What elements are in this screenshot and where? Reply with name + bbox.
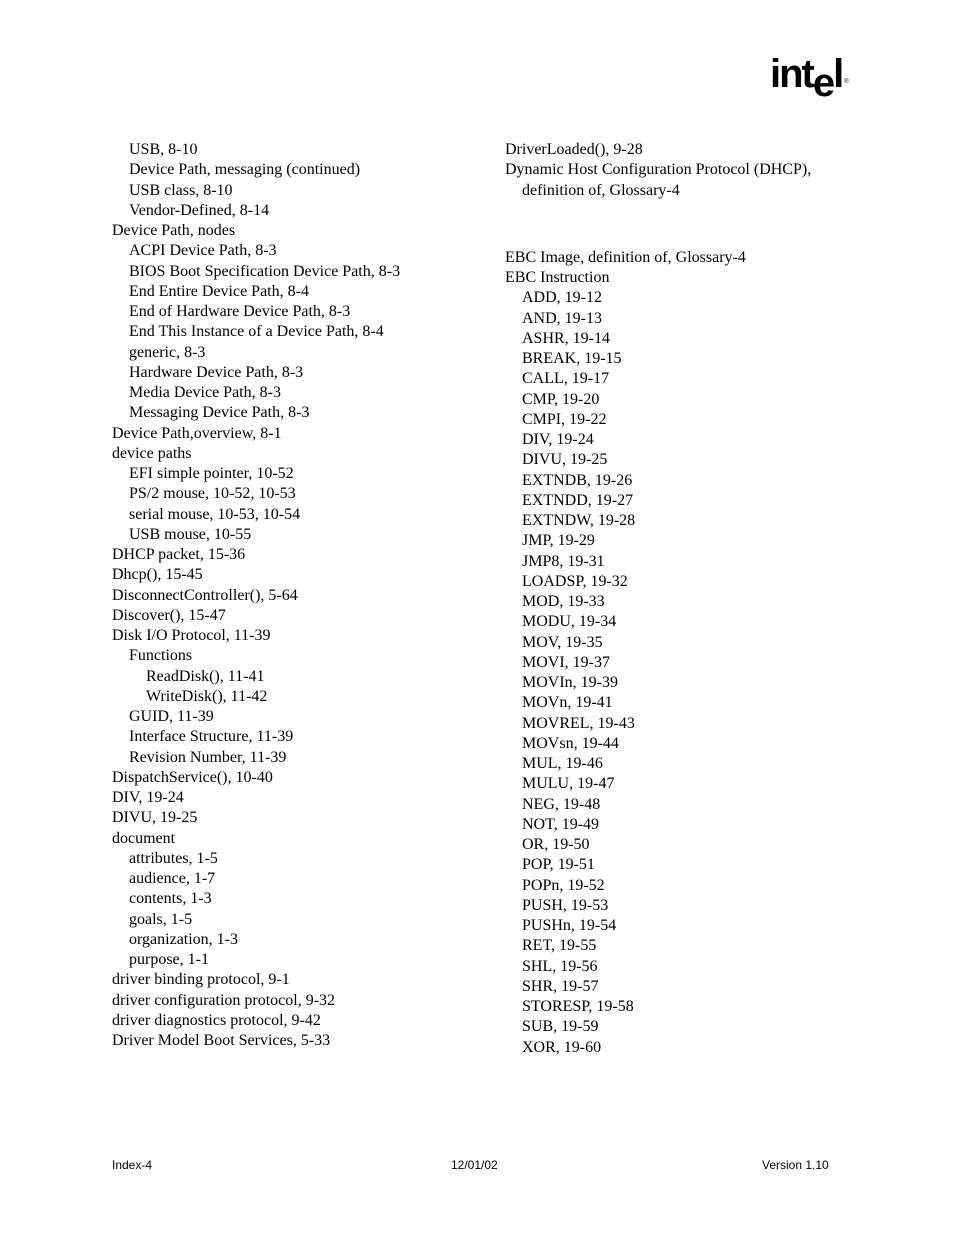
index-group-d	[505, 140, 845, 201]
index-entry: BREAK, 19-15	[522, 350, 622, 367]
index-entry: Media Device Path, 8-3	[129, 384, 281, 401]
logo-text-l: l	[833, 52, 843, 96]
index-entry: MOV, 19-35	[522, 633, 603, 651]
index-entry: MOVIn, 19-39	[522, 674, 618, 691]
index-entry: End Entire Device Path, 8-4	[129, 282, 309, 300]
index-entry: WriteDisk(), 11-42	[146, 687, 268, 705]
index-entry: MUL, 19-46	[522, 755, 603, 772]
footer-page-number: Index-4	[112, 1158, 153, 1172]
index-entry: Disk I/O Protocol, 11-39	[112, 627, 271, 644]
index-entry: ADD, 19-12	[522, 289, 602, 307]
index-entry: Revision Number, 11-39	[129, 748, 287, 766]
index-column-left	[112, 140, 492, 1051]
index-entry: CMPI, 19-22	[522, 410, 607, 428]
index-entry: PUSH, 19-53	[522, 896, 609, 914]
index-entry: attributes, 1-5	[129, 849, 218, 867]
index-entry: driver binding protocol, 9-1	[112, 971, 290, 989]
index-entry: EXTNDD, 19-27	[522, 491, 634, 509]
index-entry: DHCP packet, 15-36	[112, 546, 246, 563]
index-column-right	[505, 140, 845, 1058]
index-entry: LOADSP, 19-32	[522, 572, 628, 590]
index-entry: USB class, 8-10	[129, 181, 233, 199]
logo-text-e: e	[812, 61, 834, 105]
index-entry: MOVREL, 19-43	[522, 714, 635, 732]
index-entry: JMP, 19-29	[522, 532, 595, 550]
index-entry: Dhcp(), 15-45	[112, 566, 203, 584]
index-entry: End This Instance of a Device Path, 8-4	[129, 323, 384, 341]
index-entry: DIVU, 19-25	[522, 451, 608, 469]
index-entry: device paths	[112, 444, 192, 462]
index-entry: USB, 8-10	[129, 141, 198, 158]
index-entry: purpose, 1-1	[129, 951, 209, 968]
index-entry: Messaging Device Path, 8-3	[129, 404, 310, 422]
logo-text-int: int	[770, 52, 813, 96]
index-entry: Hardware Device Path, 8-3	[129, 363, 304, 381]
index-entry: SHL, 19-56	[522, 957, 598, 975]
index-entry: BIOS Boot Specification Device Path, 8-3	[129, 262, 401, 280]
index-entry: Vendor-Defined, 8-14	[129, 201, 270, 219]
index-entry: Discover(), 15-47	[112, 606, 226, 624]
index-entry: CMP, 19-20	[522, 390, 600, 408]
index-entry: MOVn, 19-41	[522, 694, 613, 712]
index-entry: MOVsn, 19-44	[522, 734, 619, 752]
index-entry: Device Path, nodes	[112, 222, 236, 239]
index-entry: audience, 1-7	[129, 870, 216, 887]
index-entry: RET, 19-55	[522, 937, 597, 955]
index-entry: EXTNDW, 19-28	[522, 512, 636, 529]
index-entry: goals, 1-5	[129, 910, 193, 928]
index-entry: driver configuration protocol, 9-32	[112, 991, 336, 1009]
section-gap	[505, 201, 845, 248]
index-entry: MOVI, 19-37	[522, 653, 610, 671]
index-entry: POPn, 19-52	[522, 876, 605, 894]
footer-date: 12/01/02	[451, 1158, 498, 1172]
index-entry: DIV, 19-24	[112, 789, 184, 806]
index-entry: NEG, 19-48	[522, 795, 601, 813]
index-entry: DIV, 19-24	[522, 431, 594, 448]
index-entry: ACPI Device Path, 8-3	[129, 242, 277, 260]
index-entry: POP, 19-51	[522, 856, 595, 874]
index-entry: Device Path,overview, 8-1	[112, 424, 282, 442]
index-entry: DisconnectController(), 5-64	[112, 586, 298, 604]
index-entry: ASHR, 19-14	[522, 329, 611, 347]
index-entry: GUID, 11-39	[129, 708, 214, 725]
index-group-e	[505, 248, 845, 1058]
footer-version: Version 1.10	[762, 1158, 829, 1172]
index-entry: AND, 19-13	[522, 309, 602, 327]
intel-logo	[770, 52, 849, 105]
index-entry: PS/2 mouse, 10-52, 10-53	[129, 485, 296, 503]
index-entry: definition of, Glossary-4	[522, 181, 680, 199]
index-entry: EXTNDB, 19-26	[522, 471, 633, 489]
index-entry: EFI simple pointer, 10-52	[129, 465, 294, 482]
index-entry: XOR, 19-60	[522, 1038, 602, 1056]
index-entry: Functions	[129, 647, 193, 665]
index-entry: serial mouse, 10-53, 10-54	[129, 505, 301, 523]
index-entry: MOD, 19-33	[522, 593, 605, 610]
index-entry: Device Path, messaging (continued)	[129, 161, 361, 179]
index-entry: End of Hardware Device Path, 8-3	[129, 303, 351, 320]
index-entry: DIVU, 19-25	[112, 809, 198, 827]
index-entry: document	[112, 829, 176, 847]
index-entry: Interface Structure, 11-39	[129, 728, 294, 746]
index-entry: SHR, 19-57	[522, 977, 599, 995]
index-entry: EBC Image, definition of, Glossary-4	[505, 248, 746, 266]
index-entry: MULU, 19-47	[522, 775, 615, 793]
index-entry: DriverLoaded(), 9-28	[505, 141, 643, 158]
index-entry: organization, 1-3	[129, 930, 239, 948]
registered-mark: ®	[844, 79, 849, 85]
index-entry: PUSHn, 19-54	[522, 917, 617, 934]
index-entry: Dynamic Host Configuration Protocol (DHCP),	[505, 161, 812, 179]
index-entry: JMP8, 19-31	[522, 552, 605, 570]
index-entry: DispatchService(), 10-40	[112, 768, 273, 786]
index-entry: CALL, 19-17	[522, 370, 610, 388]
index-entry: USB mouse, 10-55	[129, 525, 252, 543]
index-entry: generic, 8-3	[129, 343, 206, 361]
index-entry: EBC Instruction	[505, 269, 610, 286]
index-entry: ReadDisk(), 11-41	[146, 667, 265, 685]
index-entry: NOT, 19-49	[522, 815, 600, 833]
index-entry: MODU, 19-34	[522, 613, 617, 631]
index-entry: contents, 1-3	[129, 890, 212, 908]
index-entry: driver diagnostics protocol, 9-42	[112, 1011, 321, 1029]
index-entry: OR, 19-50	[522, 836, 590, 853]
index-entry: Driver Model Boot Services, 5-33	[112, 1032, 331, 1049]
index-entry: STORESP, 19-58	[522, 998, 634, 1015]
index-entry: SUB, 19-59	[522, 1018, 599, 1036]
